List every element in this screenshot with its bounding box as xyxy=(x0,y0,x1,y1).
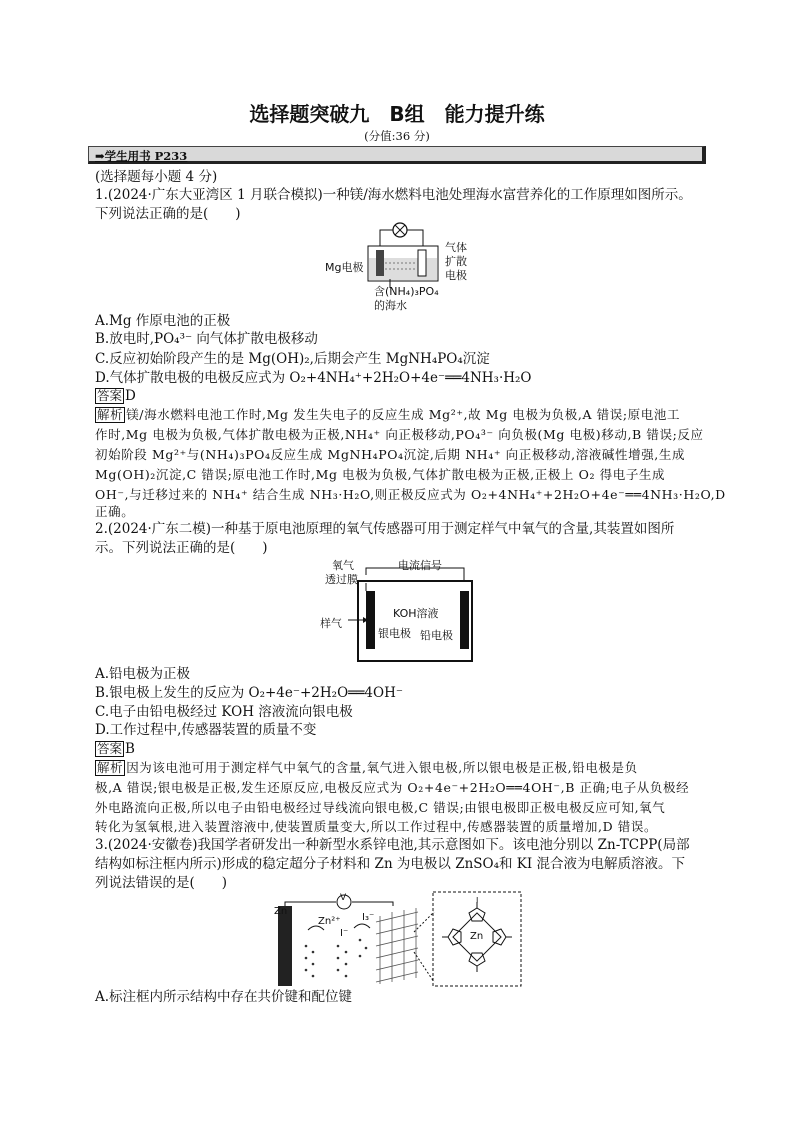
zn-ion-label: Zn²⁺ xyxy=(318,916,341,927)
answer-tag: 答案 xyxy=(97,741,123,756)
q1-stem-1: 1.(2024·广东大亚湾区 1 月联合模拟)一种镁/海水燃料电池处理海水富营养化的工作原理如图所示。 xyxy=(95,187,692,203)
answer-value: D xyxy=(125,388,136,404)
q2-analysis-2: 极,A 错误;银电极是正极,发生还原反应,电极反应式为 O₂+4e⁻+2H₂O══4OH⁻,B 正确;电子从负极经 xyxy=(95,780,690,795)
voltmeter-label: V xyxy=(340,893,347,903)
section-bar xyxy=(88,146,706,164)
page-title: 选择题突破九 B组 能力提升练 xyxy=(249,102,545,126)
q2-stem-1: 2.(2024·广东二模)一种基于原电池原理的氧气传感器可用于测定样气中氧气的含量,其装置如图所 xyxy=(95,521,675,537)
q1-stem-2: 下列说法正确的是( ) xyxy=(95,206,241,222)
score-note: (分值:36 分) xyxy=(364,129,430,143)
q2-option-c: C.电子由铅电极经过 KOH 溶液流向银电极 xyxy=(95,704,353,720)
q1-analysis-2: 作时,Mg 电极为负极,气体扩散电极为正极,NH₄⁺ 向正极移动,PO₄³⁻ 向负极(Mg 电极)移动,B 错误;反应 xyxy=(95,427,704,442)
q3-option-a: A.标注框内所示结构中存在共价键和配位键 xyxy=(95,989,353,1005)
q1-analysis-4: Mg(OH)₂沉淀,C 错误;原电池工作时,Mg 电极为负极,气体扩散电极为正极,正极上 O₂ 得电子生成 xyxy=(95,467,666,482)
gas-label-2: 扩散 xyxy=(445,255,467,268)
iodo-label: I xyxy=(476,896,479,905)
analysis-tag: 解析 xyxy=(97,407,124,422)
zn-electrode-label: Zn xyxy=(274,906,288,917)
gas-label-1: 气体 xyxy=(445,241,467,254)
silver-electrode-label: 银电极 xyxy=(378,627,411,640)
membrane-label-2: 透过膜 xyxy=(325,573,358,586)
seawater-label-2: 的海水 xyxy=(374,299,407,312)
membrane-label-1: 氧气 xyxy=(332,559,354,572)
q2-analysis-4: 转化为氢氧根,进入装置溶液中,使装置质量变大,所以工作过程中,传感器装置的质量增加,D 错误。 xyxy=(95,819,658,834)
lead-electrode-label: 铅电极 xyxy=(420,629,453,642)
iodide-label: I⁻ xyxy=(340,928,349,939)
signal-label: 电流信号 xyxy=(398,559,442,572)
bar-label[interactable]: ➡学生用书 P233 xyxy=(95,149,188,163)
q1-answer xyxy=(95,387,136,405)
answer-tag: 答案 xyxy=(97,388,123,403)
zn-center-label: Zn xyxy=(470,931,484,942)
gas-label-3: 电极 xyxy=(445,269,467,282)
koh-label: KOH溶液 xyxy=(393,607,439,620)
triiodide-label: I₃⁻ xyxy=(362,912,375,923)
q1-analysis-1: 解析 镁/海水燃料电池工作时,Mg 发生失电子的反应生成 Mg²⁺,故 Mg 电极为负极,A 错误;原电池工 xyxy=(97,407,681,422)
mg-electrode-label: Mg电极 xyxy=(325,261,364,274)
q3-stem-1: 3.(2024·安徽卷)我国学者研发出一种新型水系锌电池,其示意图如下。该电池分别以 Zn-TCPP(局部 xyxy=(95,837,690,853)
q1-option-c: C.反应初始阶段产生的是 Mg(OH)₂,后期会产生 MgNH₄PO₄沉淀 xyxy=(95,351,490,367)
q3-figure xyxy=(268,882,524,988)
q1-analysis-5: OH⁻,与迁移过来的 NH₄⁺ 结合生成 NH₃·H₂O,则正极反应式为 O₂+4NH₄⁺+2H₂O+4e⁻══4NH₃·H₂O,D xyxy=(95,487,726,502)
q2-option-b: B.银电极上发生的反应为 O₂+4e⁻+2H₂O══4OH⁻ xyxy=(95,685,403,701)
sample-gas-label: 样气 xyxy=(320,617,342,630)
q2-stem-2: 示。下列说法正确的是( ) xyxy=(95,540,268,556)
answer-value: B xyxy=(125,741,135,757)
q2-option-d: D.工作过程中,传感器装置的质量不变 xyxy=(95,722,317,738)
q1-option-a: A.Mg 作原电池的正极 xyxy=(95,313,231,329)
q1-option-d: D.气体扩散电极的电极反应式为 O₂+4NH₄⁺+2H₂O+4e⁻══4NH₃·H₂O xyxy=(95,370,532,386)
q2-analysis-1: 解析 因为该电池可用于测定样气中氧气的含量,氧气进入银电极,所以银电极是正极,铅电极是负 xyxy=(97,760,638,775)
q2-analysis-3: 外电路流向正极,所以电子由铅电极经过导线流向银电极,C 错误;由银电极即正极电极反应可知,氧气 xyxy=(95,800,666,815)
q3-stem-3: 列说法错误的是( ) xyxy=(95,875,228,891)
score-rule: (选择题每小题 4 分) xyxy=(95,169,218,185)
q2-answer xyxy=(95,740,135,758)
q1-analysis-3: 初始阶段 Mg²⁺与(NH₄)₃PO₄反应生成 MgNH₄PO₄沉淀,后期 NH₄⁺ 向正极移动,溶液碱性增强,生成 xyxy=(95,447,686,462)
seawater-label-1: 含(NH₄)₃PO₄ xyxy=(374,285,439,298)
q1-option-b: B.放电时,PO₄³⁻ 向气体扩散电极移动 xyxy=(95,331,318,347)
q1-analysis-6: 正确。 xyxy=(95,504,135,519)
q2-option-a: A.铅电极为正极 xyxy=(95,666,191,682)
q3-stem-2: 结构如标注框内所示)形成的稳定超分子材料和 Zn 为电极以 ZnSO₄和 KI 混合液为电解质溶液。下 xyxy=(95,856,686,872)
analysis-tag: 解析 xyxy=(97,760,124,775)
